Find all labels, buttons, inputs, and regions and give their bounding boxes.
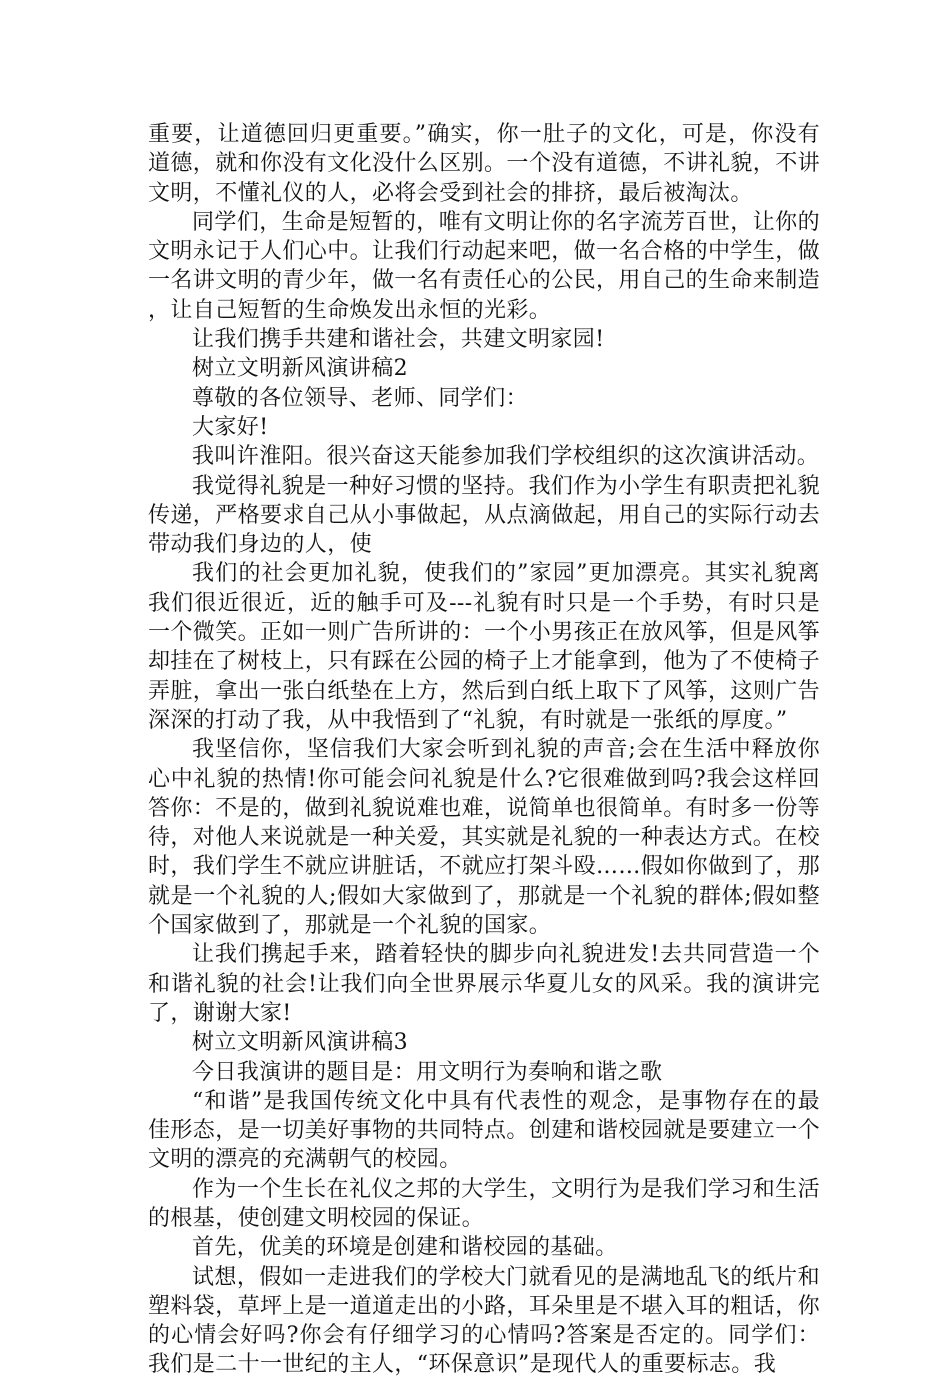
paragraph: 作为一个生长在礼仪之邦的大学生，文明行为是我们学习和生活的根基，使创建文明校园的保证。 xyxy=(148,1176,820,1231)
section-heading: 树立文明新风演讲稿3 xyxy=(192,1030,408,1056)
paragraph: 同学们，生命是短暂的，唯有文明让你的名字流芳百世，让你的文明永记于人们心中。让我们行动起来吧，做一名合格的中学生，做一名讲文明的青少年，做一名有责任心的公民，用自己的生命来制造，让自己短暂的生命焕发出永恒的光彩。 xyxy=(148,209,821,323)
paragraph: 试想，假如一走进我们的学校大门就看见的是满地乱飞的纸片和塑料袋，草坪上是一道道走出的小路，耳朵里是不堪入耳的粗话，你的心情会好吗?你会有仔细学习的心情吗?答案是否定的。同学们：我们是二十一世纪的主人，“环保意识”是现代人的重要标志。我 xyxy=(148,1264,821,1378)
salutation: 尊敬的各位领导、老师、同学们： xyxy=(192,385,529,411)
paragraph: 我觉得礼貌是一种好习惯的坚持。我们作为小学生有职责把礼貌传递，严格要求自己从小事做起，从点滴做起，用自己的实际行动去带动我们身边的人，使 xyxy=(148,473,821,558)
paragraph: 让我们携起手来，踏着轻快的脚步向礼貌进发!去共同营造一个和谐礼貌的社会!让我们向全世界展示华夏儿女的风采。我的演讲完了，谢谢大家! xyxy=(148,942,820,1026)
paragraph: 重要，让道德回归更重要。”确实，你一肚子的文化，可是，你没有道德，就和你没有文化没什么区别。一个没有道德，不讲礼貌，不讲文明，不懂礼仪的人，必将会受到社会的排挤，最后被淘汰。 xyxy=(148,122,821,206)
paragraph: “和谐”是我国传统文化中具有代表性的观念，是事物存在的最佳形态，是一切美好事物的共同特点。创建和谐校园就是要建立一个文明的漂亮的充满朝气的校园。 xyxy=(148,1088,821,1173)
paragraph: 让我们携手共建和谐社会，共建文明家园! xyxy=(192,327,605,353)
document-body xyxy=(148,120,820,1380)
paragraph: 我坚信你，坚信我们大家会听到礼貌的声音;会在生活中释放你心中礼貌的热情!你可能会问礼貌是什么?它很难做到吗?我会这样回答你：不是的，做到礼貌说难也难，说简单也很简单。有时多一份等待，对他人来说就是一种关爱，其实就是礼貌的一种表达方式。在校时，我们学生不就应讲脏话，不就应打架斗殴……假如你做到了，那就是一个礼貌的人;假如大家做到了，那就是一个礼貌的群体;假如整个国家做到了，那就是一个礼貌的国家。 xyxy=(148,737,821,939)
section-heading: 树立文明新风演讲稿2 xyxy=(192,356,408,382)
paragraph: 我们的社会更加礼貌，使我们的”家园”更加漂亮。其实礼貌离我们很近很近，近的触手可及---礼貌有时只是一个手势，有时只是一个微笑。正如一则广告所讲的：一个小男孩正在放风筝，但是风筝却挂在了树枝上，只有踩在公园的椅子上才能拿到，他为了不使椅子弄脏，拿出一张白纸垫在上方，然后到白纸上取下了风筝，这则广告深深的打动了我，从中我悟到了“礼貌，有时就是一张纸的厚度。” xyxy=(148,561,821,733)
paragraph: 首先，优美的环境是创建和谐校园的基础。 xyxy=(192,1235,618,1261)
paragraph: 今日我演讲的题目是：用文明行为奏响和谐之歌 xyxy=(192,1059,663,1085)
paragraph: 我叫许淮阳。很兴奋这天能参加我们学校组织的这次演讲活动。 xyxy=(192,444,820,470)
greeting: 大家好! xyxy=(192,414,269,440)
